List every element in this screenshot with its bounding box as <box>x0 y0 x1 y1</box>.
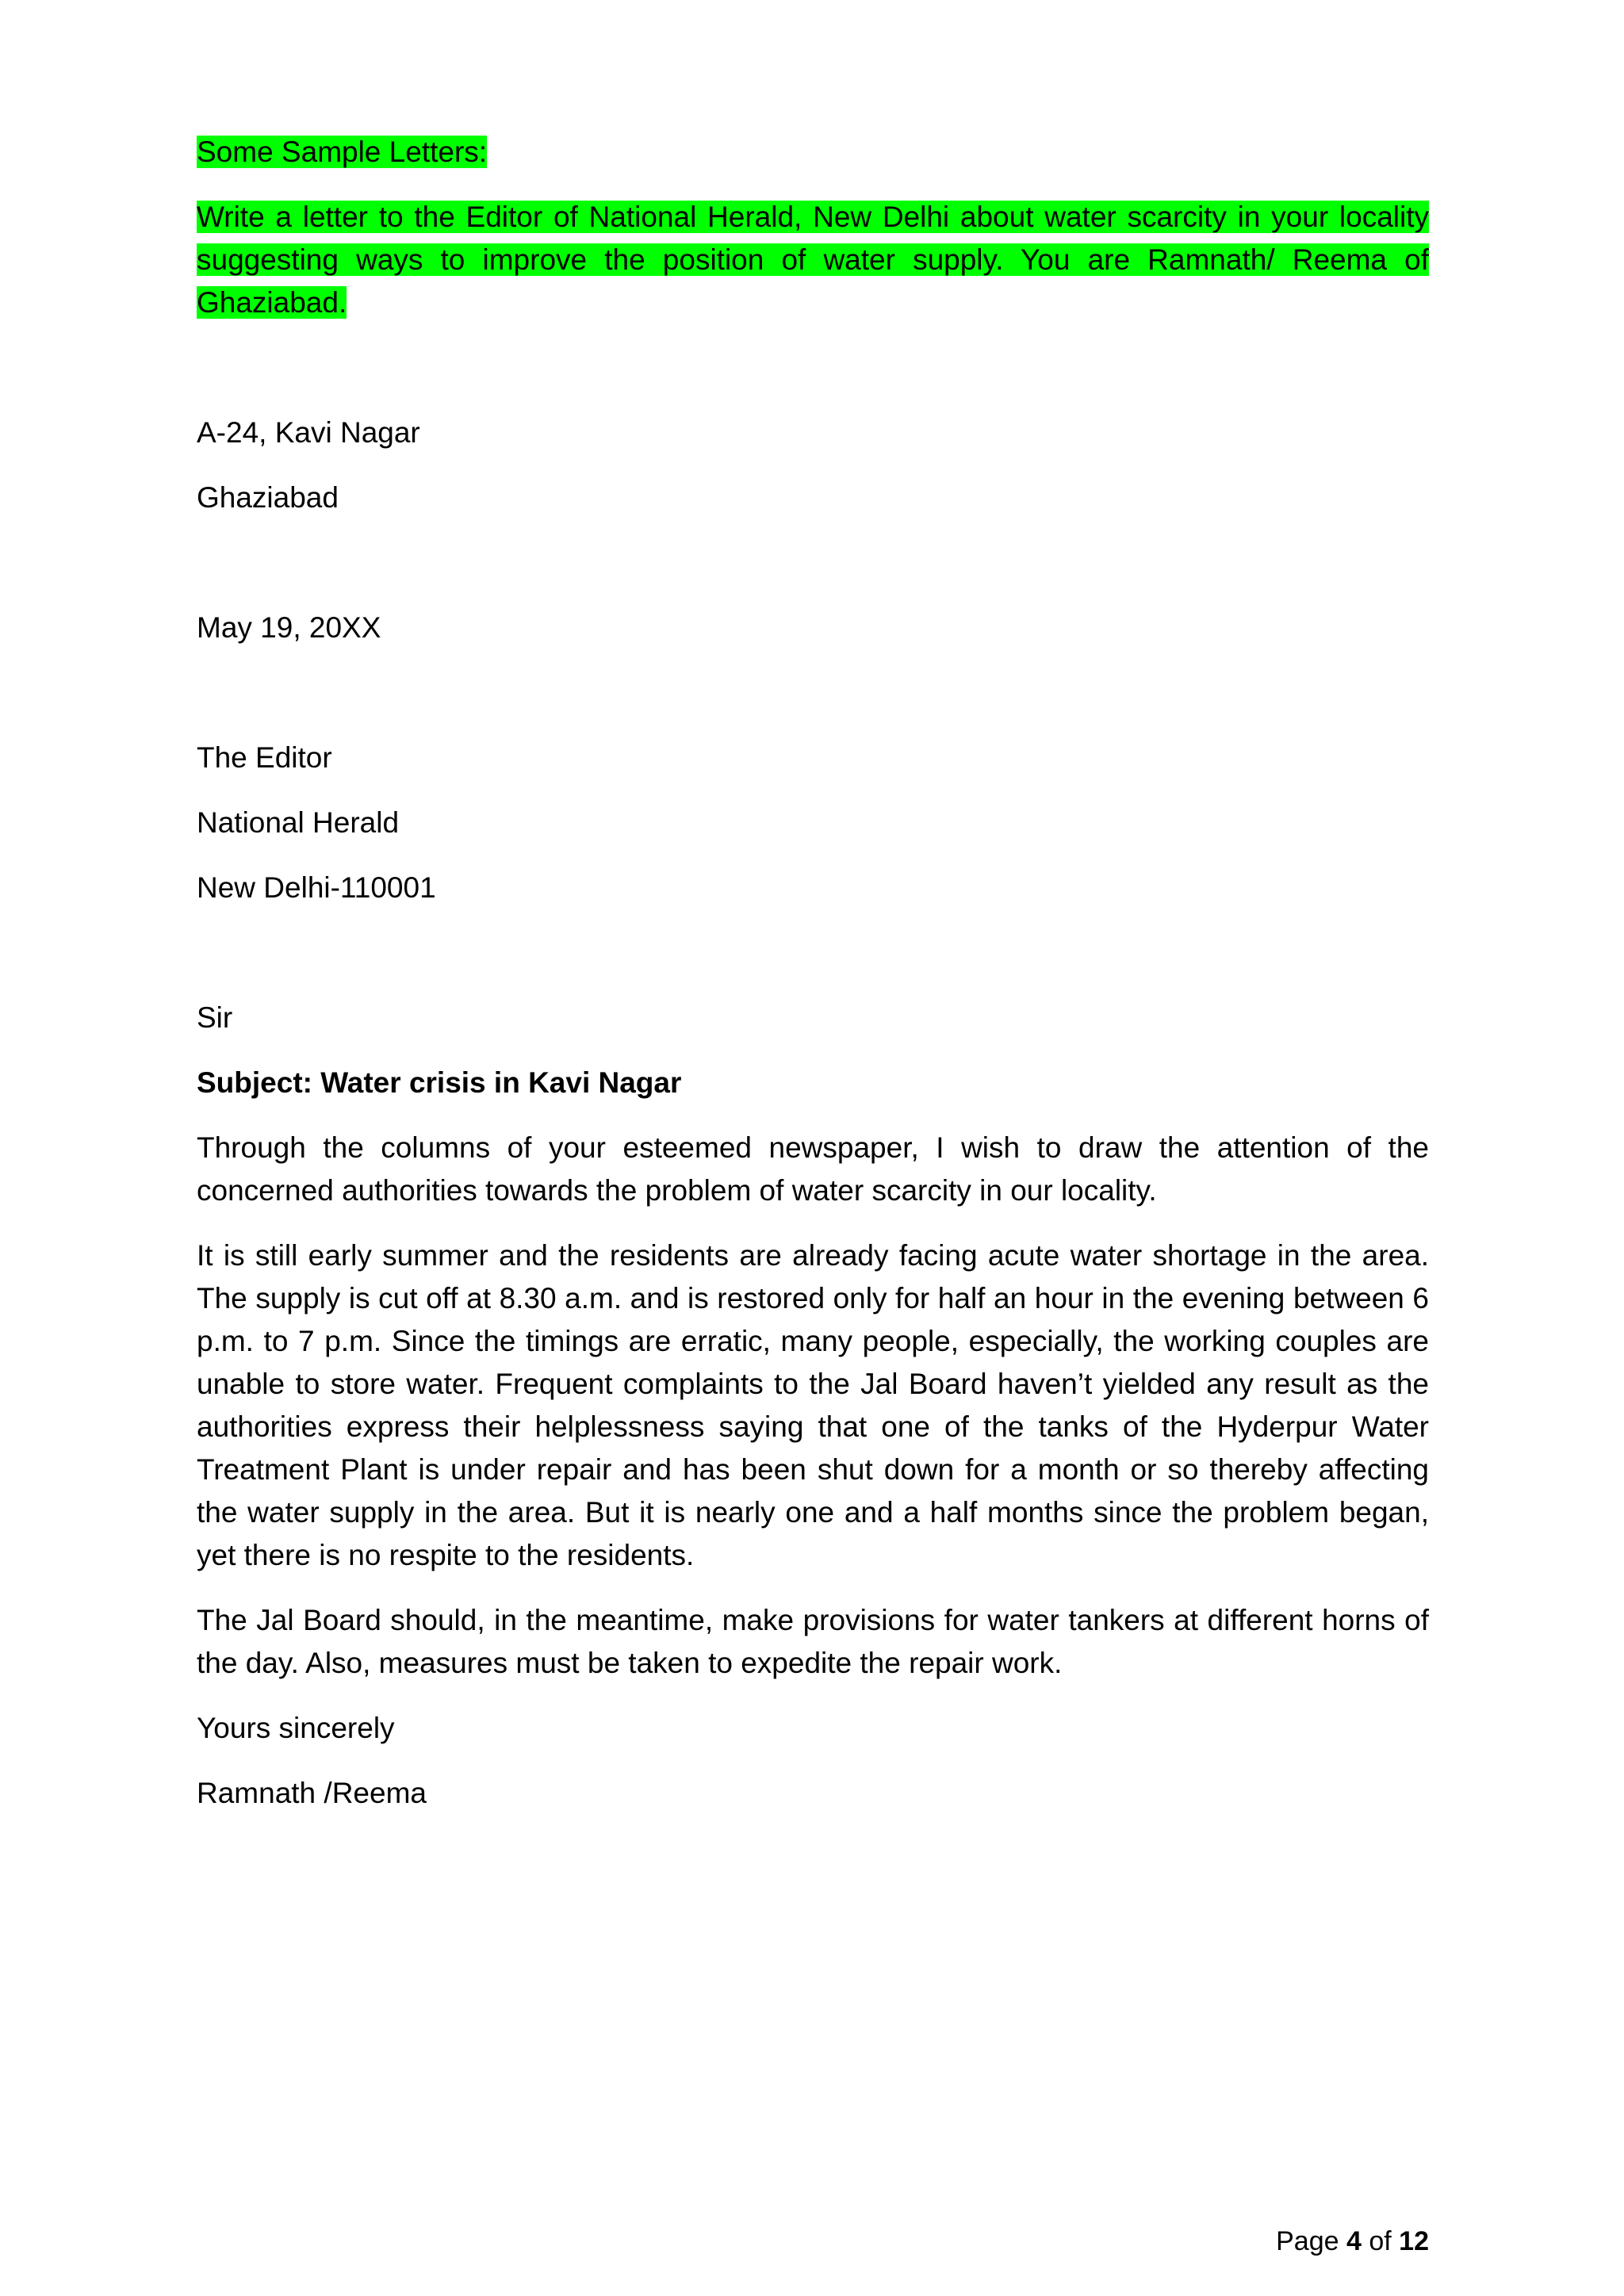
spacer <box>197 346 1429 411</box>
current-page-number: 4 <box>1346 2226 1362 2256</box>
letter-content <box>197 131 1429 1837</box>
letter-prompt <box>197 196 1429 324</box>
heading-text: Some Sample Letters: <box>197 136 488 168</box>
recipient-line-1: The Editor <box>197 741 332 774</box>
signature: Ramnath /Reema <box>197 1777 427 1809</box>
recipient-line-3: New Delhi-110001 <box>197 871 436 904</box>
sender-address-line-1: A-24, Kavi Nagar <box>197 416 420 449</box>
spacer <box>197 932 1429 997</box>
total-pages-number: 12 <box>1399 2226 1429 2256</box>
spacer <box>197 672 1429 737</box>
page-number-footer <box>1276 2224 1429 2259</box>
body-paragraph-3: The Jal Board should, in the meantime, make provisions for water tankers at different horns of the day. Also, measures must be taken to expedite the repair work. <box>197 1604 1429 1679</box>
recipient-line-2: National Herald <box>197 806 400 839</box>
page-label: Page <box>1276 2226 1339 2256</box>
letter-date: May 19, 20XX <box>197 611 381 644</box>
spacer <box>197 541 1429 607</box>
sender-address-line-2: Ghaziabad <box>197 481 339 514</box>
body-paragraph-1: Through the columns of your esteemed newspaper, I wish to draw the attention of the concerned authorities towards the problem of water scarcity in our locality. <box>197 1131 1429 1207</box>
sample-letters-heading <box>197 131 1429 174</box>
complimentary-close: Yours sincerely <box>197 1712 395 1744</box>
letter-subject: Subject: Water crisis in Kavi Nagar <box>197 1066 682 1099</box>
prompt-text: Write a letter to the Editor of National Herald, New Delhi about water scarcity in your locality suggesting ways to improve the position of water supply. You are Ramnath/ Reema of Ghaziabad. <box>197 201 1429 319</box>
salutation: Sir <box>197 1001 233 1034</box>
of-label: of <box>1369 2226 1392 2256</box>
body-paragraph-2: It is still early summer and the residents are already facing acute water shortage in the area. The supply is cut off at 8.30 a.m. and is restored only for half an hour in the evening between 6 p.m. to 7 p.m. Since the timings are erratic, many people, especially, the working couples are unable to store water. Frequent complaints to the Jal Board haven’t yielded any result as the authorities express their helplessness saying that one of the tanks of the Hyderpur Water Treatment Plant is under repair and has been shut down for a month or so thereby affecting the water supply in the area. But it is nearly one and a half months since the problem began, yet there is no respite to the residents. <box>197 1239 1429 1571</box>
